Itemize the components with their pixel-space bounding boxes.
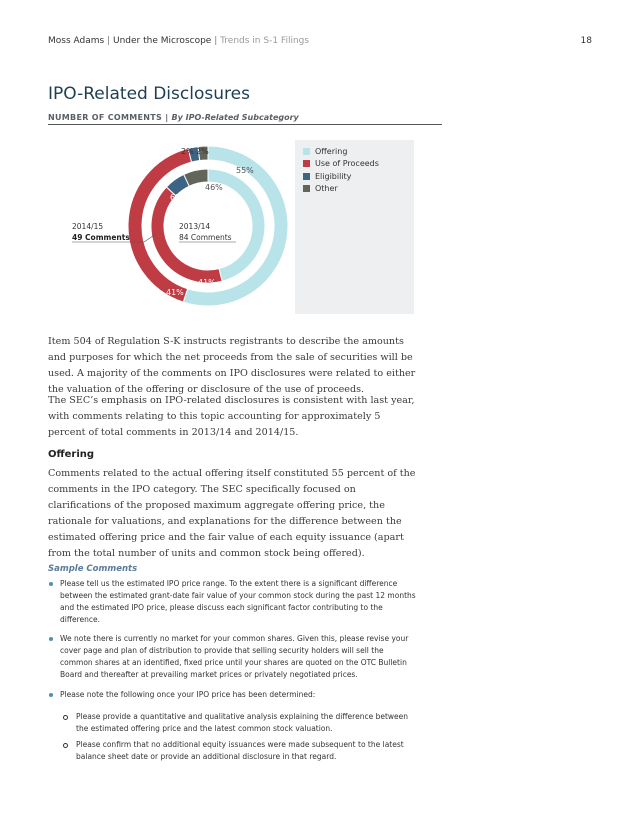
series-comments-2014-15: 49 Comments: [72, 233, 130, 242]
header-org: Moss Adams: [48, 36, 105, 46]
inner-label-elig: 6%: [170, 193, 183, 202]
legend-item-other: Other: [303, 183, 379, 196]
header-section: Trends in S-1 Filings: [220, 36, 310, 46]
legend-item-offering: Offering: [303, 145, 379, 158]
outer-label-other: 2%: [196, 147, 209, 156]
hollow-bullet-icon: [63, 715, 68, 720]
outer-label-elig: 2%: [181, 147, 194, 156]
section-rule: [48, 124, 442, 125]
legend-item-eligibility: Eligibility: [303, 170, 379, 183]
header-series: Under the Microscope: [112, 36, 212, 46]
sample-comments-heading: Sample Comments: [48, 564, 138, 574]
page-header: Moss Adams | Under the Microscope | Trends in S-1 Filings 18: [48, 36, 592, 46]
paragraph-2: The SEC’s emphasis on IPO-related disclosures is consistent with last year, with comments relating to this topic accounting for approximately 5 percent of total comments in 2013/14 and 2014/15.: [48, 395, 415, 438]
inner-label-offering: 46%: [205, 183, 223, 192]
page-title: IPO-Related Disclosures: [48, 84, 250, 104]
sub-bullet-1: Please provide a quantitative and qualitative analysis explaining the difference between the estimated offering price and the latest common stock valuation.: [48, 711, 418, 735]
subhead-by: By IPO-Related Subcategory: [171, 113, 299, 122]
subhead-main: NUMBER OF COMMENTS: [48, 113, 163, 122]
bullet-1: Please tell us the estimated IPO price range. To the extent there is a significant difference between the estimated grant-date fair value of your common stock during the past 12 months and the estimated IPO price, please discuss each significant factor contributing to the difference.: [48, 578, 418, 626]
legend-swatch-offering: [303, 148, 310, 155]
series-name-2013-14: 2013/14: [179, 222, 211, 231]
chart-subheading: NUMBER OF COMMENTS | By IPO-Related Subcategory: [48, 113, 299, 122]
legend-swatch-eligibility: [303, 173, 310, 180]
legend-swatch-other: [303, 185, 310, 192]
legend-item-use-of-proceeds: Use of Proceeds: [303, 158, 379, 171]
hollow-bullet-icon: [63, 743, 68, 748]
chart-legend: [303, 145, 379, 195]
paragraph-3: Comments related to the actual offering itself constituted 55 percent of the comments in the IPO category. The SEC specifically focused on clarifications of the proposed maximum aggregate offering price, the rationale for valuations, and explanations for the difference between the estimated offering price and the fair value of each equity issuance (apart from the total number of units and common stock being offered).: [48, 468, 416, 559]
series-name-2014-15: 2014/15: [72, 222, 104, 231]
outer-label-offering: 55%: [236, 166, 254, 175]
offering-heading: Offering: [48, 449, 95, 460]
bullet-dot-icon: [49, 637, 53, 641]
outer-label-use: 41%: [166, 288, 184, 297]
paragraph-1: Item 504 of Regulation S-K instructs registrants to describe the amounts and purposes for which the net proceeds from the sale of securities will be used. A majority of the comments on IPO disclosures were related to either the valuation of the offering or disclosure of the use of proceeds.: [48, 336, 416, 395]
bullet-3: Please note the following once your IPO price has been determined:: [48, 689, 418, 701]
inner-label-use: 41%: [198, 278, 216, 287]
legend-swatch-use: [303, 160, 310, 167]
bullet-dot-icon: [49, 582, 53, 586]
sub-bullet-2: Please confirm that no additional equity issuances were made subsequent to the latest balance sheet date or provide an additional disclosure in that regard.: [48, 739, 418, 763]
bullet-2: We note there is currently no market for your common shares. Given this, please revise your cover page and plan of distribution to provide that selling security holders will sell the common shares at an identified, fixed price until your shares are quoted on the OTC Bulletin Board and thereafter at prevailing market prices or privately negotiated prices.: [48, 633, 418, 681]
bullet-dot-icon: [49, 693, 53, 697]
inner-label-other: 7%: [186, 186, 199, 195]
page-number: 18: [580, 36, 592, 46]
series-comments-2013-14: 84 Comments: [179, 233, 232, 242]
